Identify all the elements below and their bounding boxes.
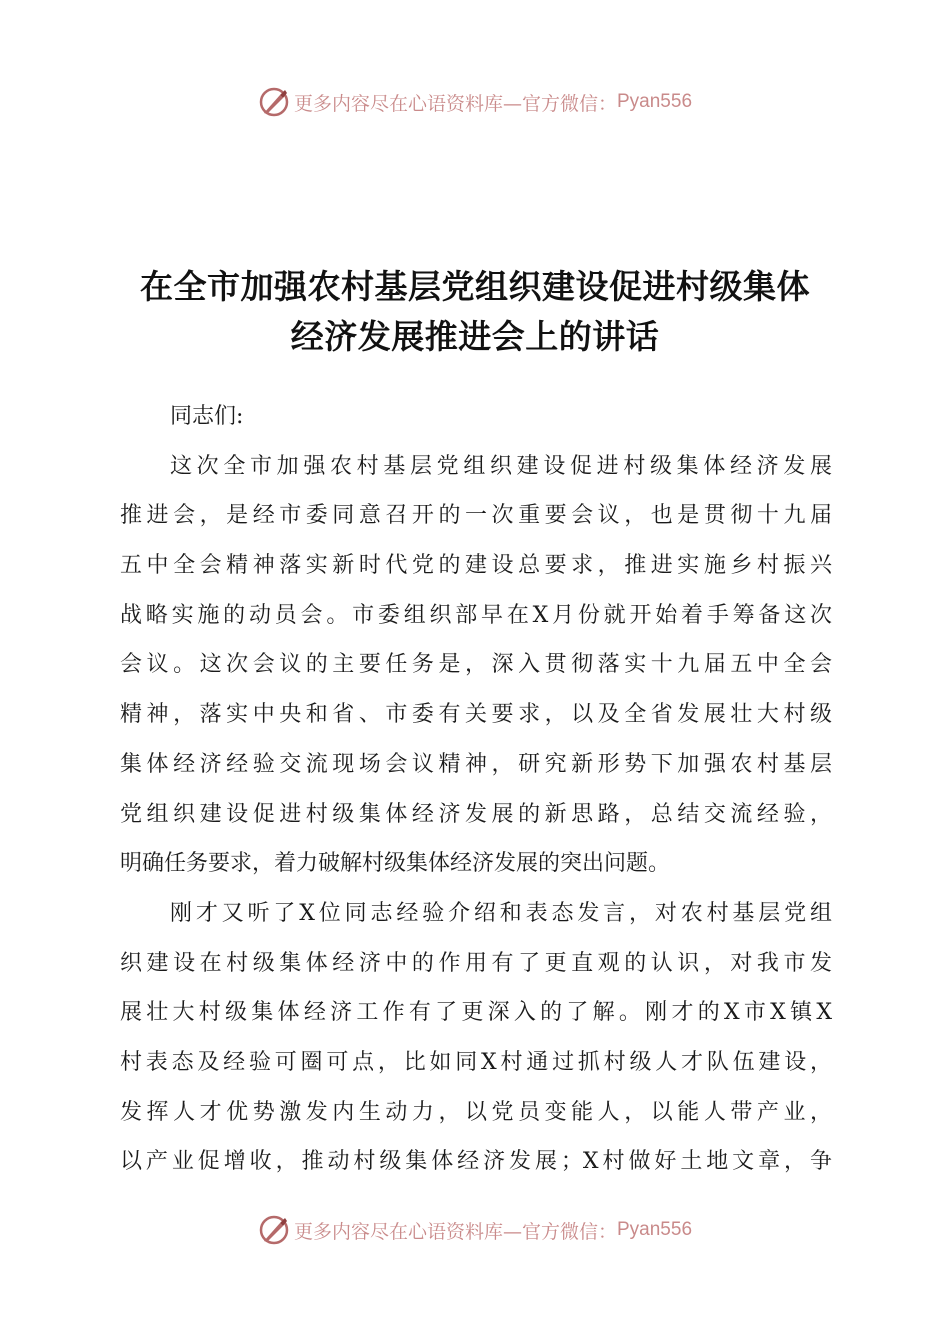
title-line: 经济发展推进会上的讲话 bbox=[290, 317, 660, 356]
pen-circle-icon bbox=[258, 1214, 290, 1246]
paragraph-2 bbox=[120, 889, 832, 1187]
text-line: 精神，落实中央和省、市委有关要求，以及全省发展壮大村级 bbox=[120, 702, 832, 728]
text-line: 党组织建设促进村级集体经济发展的新思路，总结交流经验， bbox=[120, 801, 832, 827]
text-line: 五中全会精神落实新时代党的建设总要求，推进实施乡村振兴 bbox=[120, 553, 832, 579]
text-line: 会议。这次会议的主要任务是，深入贯彻落实十九届五中全会 bbox=[120, 652, 832, 678]
text-line: 发挥人才优势激发内生动力，以党员变能人，以能人带产业， bbox=[120, 1099, 832, 1125]
watermark-text: 更多内容尽在心语资料库—官方微信： bbox=[293, 92, 617, 115]
watermark-wechat-id: Pyan556 bbox=[617, 1219, 693, 1240]
text-line: 这次全市加强农村基层党组织建设促进村级集体经济发展 bbox=[170, 453, 832, 479]
text-line: 织建设在村级集体经济中的作用有了更直观的认识，对我市发 bbox=[120, 950, 832, 976]
text-line: 明确任务要求，着力破解村级集体经济发展的突出问题。 bbox=[120, 851, 671, 877]
text-line: 以产业促增收，推动村级集体经济发展；X村做好土地文章，争 bbox=[120, 1149, 832, 1175]
text-line: 集体经济经验交流现场会议精神，研究新形势下加强农村基层 bbox=[120, 751, 832, 777]
text-line: 村表态及经验可圈可点，比如同X村通过抓村级人才队伍建设， bbox=[120, 1049, 832, 1075]
salutation: 同志们: bbox=[170, 404, 244, 429]
pen-circle-icon bbox=[258, 86, 290, 118]
watermark-header bbox=[0, 82, 950, 122]
watermark-wechat-id: Pyan556 bbox=[617, 91, 693, 112]
paragraph-1 bbox=[120, 442, 832, 889]
watermark-text: 更多内容尽在心语资料库—官方微信： bbox=[293, 1220, 617, 1243]
text-line: 刚才又听了X位同志经验介绍和表态发言，对农村基层党组 bbox=[170, 900, 832, 926]
document-title bbox=[80, 262, 870, 362]
text-line: 推进会，是经市委同意召开的一次重要会议，也是贯彻十九届 bbox=[120, 503, 832, 529]
watermark-footer bbox=[0, 1210, 950, 1250]
text-line: 战略实施的动员会。市委组织部早在X月份就开始着手筹备这次 bbox=[120, 602, 832, 628]
title-line: 在全市加强农村基层党组织建设促进村级集体 bbox=[140, 267, 810, 306]
text-line: 展壮大村级集体经济工作有了更深入的了解。刚才的X市X镇X bbox=[120, 1000, 832, 1026]
document-body bbox=[120, 392, 832, 1187]
